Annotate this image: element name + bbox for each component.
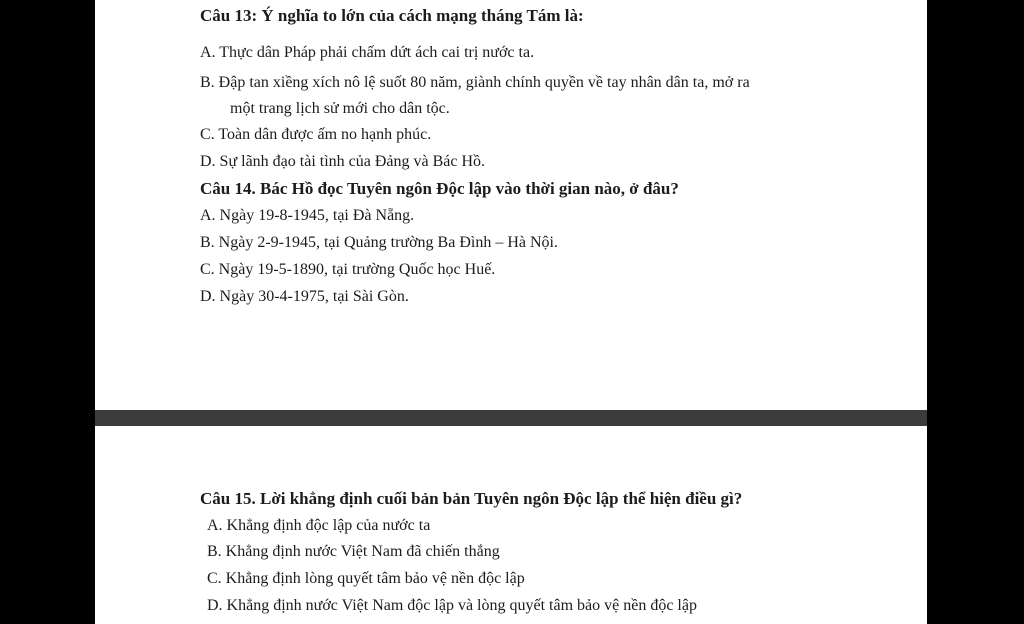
document-page-2: [95, 426, 927, 624]
document-page-1: [95, 0, 927, 410]
question-15-option-c: C. Khẳng định lòng quyết tâm bảo vệ nền độc lập: [207, 570, 525, 587]
question-14-option-c: C. Ngày 19-5-1890, tại trường Quốc học Huế.: [200, 261, 496, 278]
question-15-option-d: D. Khẳng định nước Việt Nam độc lập và lòng quyết tâm bảo vệ nền độc lập: [207, 597, 697, 614]
question-13-option-d: D. Sự lãnh đạo tài tình của Đảng và Bác Hồ.: [200, 153, 486, 170]
page-separator: [95, 410, 927, 426]
question-15-title: Câu 15. Lời khẳng định cuối bản bản Tuyên ngôn Độc lập thể hiện điều gì?: [200, 489, 743, 508]
question-14-option-a: A. Ngày 19-8-1945, tại Đà Nẵng.: [200, 207, 415, 224]
question-14-option-b: B. Ngày 2-9-1945, tại Quảng trường Ba Đình – Hà Nội.: [200, 234, 558, 251]
question-13-option-b: B. Đập tan xiềng xích nô lệ suốt 80 năm, giành chính quyền về tay nhân dân ta, mở ra: [200, 74, 750, 91]
question-14-option-d: D. Ngày 30-4-1975, tại Sài Gòn.: [200, 288, 409, 305]
question-13-option-c: C. Toàn dân được ấm no hạnh phúc.: [200, 126, 432, 143]
question-13-option-b-continued: một trang lịch sử mới cho dân tộc.: [230, 100, 450, 117]
question-14-title: Câu 14. Bác Hồ đọc Tuyên ngôn Độc lập vào thời gian nào, ở đâu?: [200, 179, 679, 198]
question-13-title: Câu 13: Ý nghĩa to lớn của cách mạng tháng Tám là:: [200, 6, 584, 25]
question-13-option-a: A. Thực dân Pháp phải chấm dứt ách cai trị nước ta.: [200, 44, 535, 61]
question-15-option-b: B. Khẳng định nước Việt Nam đã chiến thắng: [207, 543, 500, 560]
question-15-option-a: A. Khẳng định độc lập của nước ta: [207, 517, 431, 534]
